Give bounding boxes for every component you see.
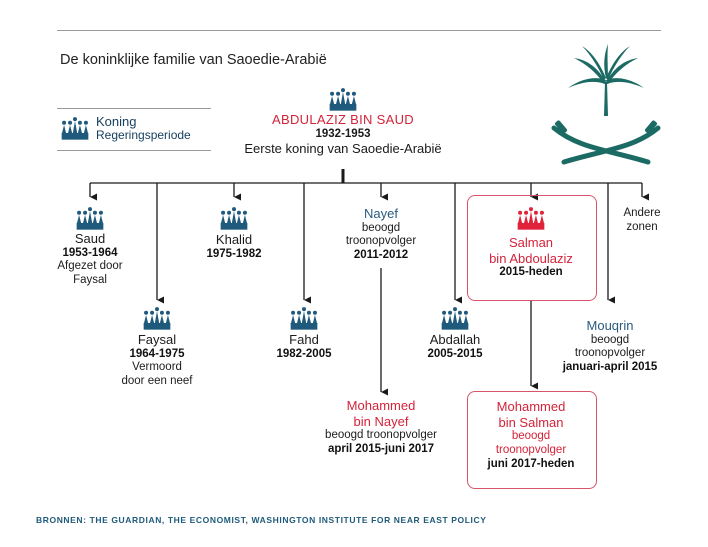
grandson-note: beoogd troonopvolger	[325, 429, 437, 442]
son-khalid	[184, 232, 284, 261]
son-salman	[467, 235, 595, 280]
son-years: 2011-2012	[353, 249, 409, 262]
source-note: BRONNEN: THE GUARDIAN, THE ECONOMIST, WASHINGTON INSTITUTE FOR NEAR EAST POLICY	[36, 515, 487, 525]
son-note: beoogd	[590, 333, 630, 346]
grandson-years: juni 2017-heden	[487, 457, 575, 470]
son-years: 2005-2015	[427, 347, 483, 360]
other-sons-label: Andere	[623, 207, 661, 219]
son-name: bin Abdoulaziz	[489, 250, 573, 266]
son-name: Mouqrin	[586, 318, 634, 333]
son-years: 1975-1982	[206, 247, 262, 260]
legend-regeringsperiode: Regeringsperiode	[96, 128, 191, 142]
son-note: troonopvolger	[345, 235, 417, 248]
son-years: 1953-1964	[62, 246, 118, 259]
grandson-name: Mohammed	[346, 398, 416, 413]
root-years: 1932-1953	[315, 127, 371, 140]
son-name: Fahd	[289, 332, 319, 347]
faysal-crown-icon	[140, 307, 174, 331]
grandson-years: april 2015-juni 2017	[327, 442, 435, 455]
son-years: 2015-heden	[499, 266, 563, 279]
saud-crown-icon	[73, 207, 107, 231]
son-note: beoogd	[361, 221, 401, 234]
root-subtitle: Eerste koning van Saoedie-Arabië	[244, 141, 442, 157]
grandson-mohammed-bin-nayef	[316, 398, 446, 457]
son-mouqrin	[548, 318, 672, 375]
grandson-name: bin Nayef	[353, 413, 409, 429]
son-note: door een neef	[121, 375, 193, 388]
grandson-note: beoogd	[511, 430, 551, 443]
son-years: 1982-2005	[276, 347, 332, 360]
grandson-mohammed-bin-salman	[467, 399, 595, 472]
abdallah-crown-icon	[438, 307, 472, 331]
son-years: 1964-1975	[129, 347, 185, 360]
son-abdallah	[405, 332, 505, 361]
son-saud	[40, 231, 140, 288]
other-sons-label: zonen	[626, 220, 658, 233]
legend-koning: Koning	[96, 114, 137, 129]
root-node	[243, 112, 443, 157]
son-note: Faysal	[73, 274, 107, 287]
son-faysal	[107, 332, 207, 389]
son-name: Khalid	[215, 232, 253, 247]
root-crown-icon	[326, 88, 360, 112]
son-name: Salman	[508, 235, 554, 250]
khalid-crown-icon	[217, 207, 251, 231]
son-name: Faysal	[137, 332, 177, 347]
son-fahd	[254, 332, 354, 361]
salman-crown-icon	[514, 207, 548, 231]
son-name: Abdallah	[429, 332, 481, 347]
root-name: ABDULAZIZ BIN SAUD	[272, 112, 414, 127]
diagram-title: De koninklijke familie van Saoedie-Arabië	[60, 52, 327, 68]
son-name: Nayef	[364, 206, 398, 221]
grandson-name: Mohammed	[496, 399, 566, 414]
grandson-name: bin Salman	[498, 414, 564, 430]
other-sons	[612, 207, 672, 235]
grandson-note: troonopvolger	[495, 443, 567, 456]
son-name: Saud	[74, 231, 106, 246]
son-note: Vermoord	[132, 361, 182, 374]
fahd-crown-icon	[287, 307, 321, 331]
son-note: Afgezet door	[57, 260, 123, 273]
son-note: troonopvolger	[574, 347, 646, 360]
son-nayef	[326, 206, 436, 263]
son-years: januari-april 2015	[562, 361, 658, 374]
